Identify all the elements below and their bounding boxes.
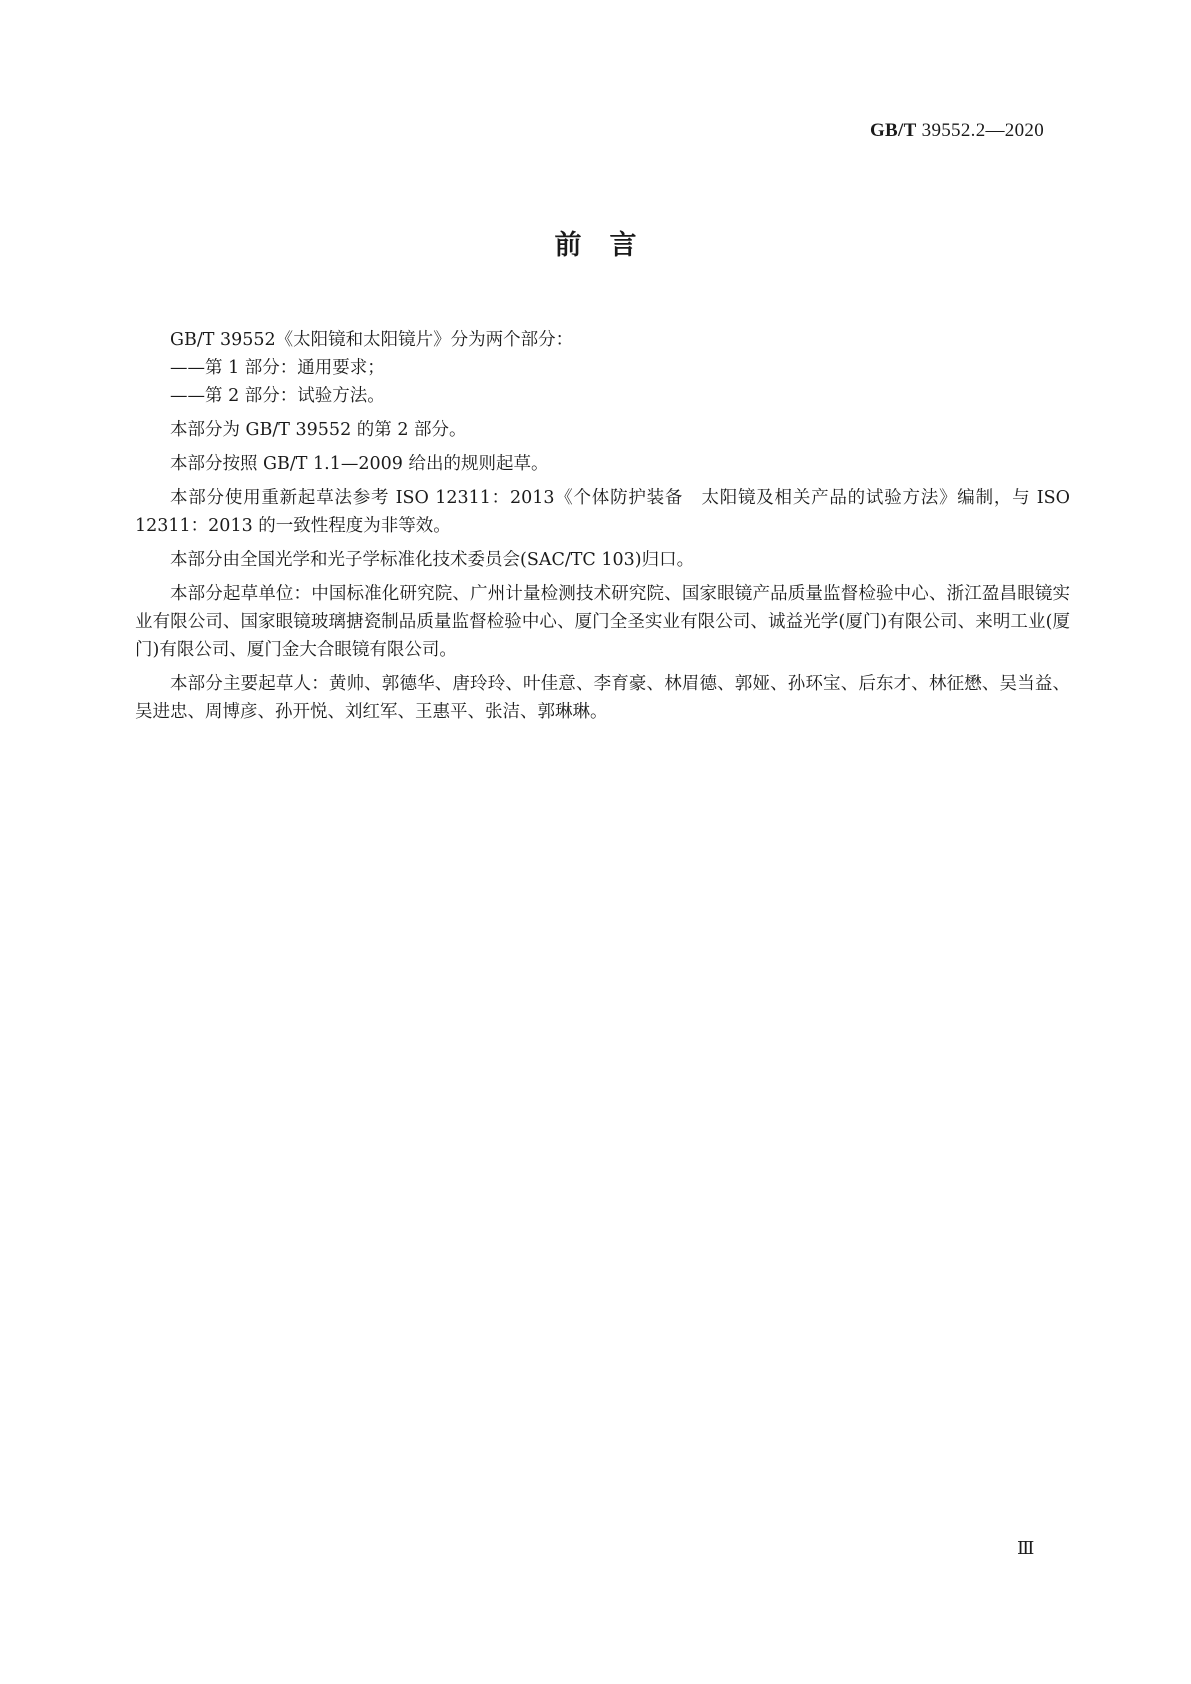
paragraph-parts-intro: GB/T 39552《太阳镜和太阳镜片》分为两个部分： — [170, 330, 574, 350]
paragraph-drafting-units: 本部分起草单位：中国标准化研究院、广州计量检测技术研究院、国家眼镜产品质量监督检验中心、浙江盈昌眼镜实业有限公司、国家眼镜玻璃搪瓷制品质量监督检验中心、厦门全圣实业有限公司、诚益光学(厦门)有限公司、来明工业(厦门)有限公司、厦门金大合眼镜有限公司。 — [135, 584, 1070, 660]
paragraph-drafting-rules: 本部分按照 GB/T 1.1—2009 给出的规则起草。 — [170, 454, 549, 474]
paragraph-iso-reference: 本部分使用重新起草法参考 ISO 12311：2013《个体防护装备 太阳镜及相关产品的试验方法》编制，与 ISO 12311：2013 的一致性程度为非等效。 — [135, 488, 1070, 536]
list-item-part-1: ——第 1 部分：通用要求； — [170, 358, 385, 378]
standard-prefix: GB/T — [869, 120, 917, 141]
page-number: Ⅲ — [1017, 1538, 1035, 1558]
standard-number — [870, 120, 1044, 142]
standard-code: 39552.2—2020 — [921, 120, 1044, 141]
page-title: 前言 — [554, 230, 665, 261]
foreword-body — [135, 326, 1070, 732]
paragraph-part-scope: 本部分为 GB/T 39552 的第 2 部分。 — [170, 420, 467, 440]
list-item-part-2: ——第 2 部分：试验方法。 — [170, 386, 385, 406]
paragraph-committee: 本部分由全国光学和光子学标准化技术委员会(SAC/TC 103)归口。 — [170, 550, 695, 570]
paragraph-drafters: 本部分主要起草人：黄帅、郭德华、唐玲玲、叶佳意、李育豪、林眉德、郭娅、孙环宝、后东才、林征懋、吴当益、吴进忠、周博彦、孙开悦、刘红军、王惠平、张洁、郭琳琳。 — [135, 674, 1070, 722]
